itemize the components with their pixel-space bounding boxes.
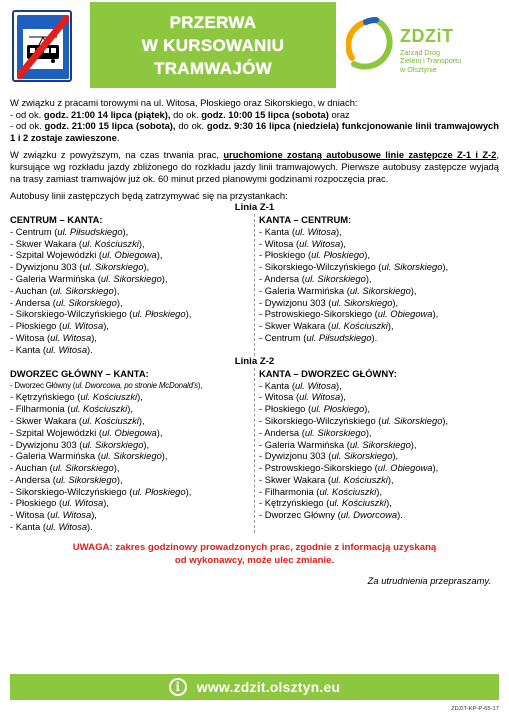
direction-column-right [254, 368, 498, 533]
direction-column-right [254, 214, 498, 356]
stop-item: - Dworzec Główny (ul. Dworcowa). [259, 509, 403, 521]
stop-item: - Płoskiego (ul. Witosa), [10, 320, 109, 332]
stop-item: - Pstrowskiego-Sikorskiego (ul. Obiegowa), [259, 308, 439, 320]
stop-item: - Auchan (ul. Sikorskiego), [10, 284, 120, 296]
info-icon: i [169, 678, 187, 696]
stop-item: - Pstrowskiego-Sikorskiego (ul. Obiegowa), [259, 462, 439, 474]
direction-heading: KANTA – CENTRUM: [259, 213, 352, 225]
stop-item: - Centrum (ul. Piłsudskiego), [10, 225, 129, 237]
stop-item: - Sikorskiego-Wilczyńskiego (ul. Sikorskiego), [259, 261, 449, 273]
stop-item: - Dywizjonu 303 (ul. Sikorskiego), [259, 450, 399, 462]
stop-item: - Witosa (ul. Witosa), [259, 391, 346, 403]
stop-item: - Kętrzyńskiego (ul. Kościuszki), [259, 497, 392, 509]
direction-heading: DWORZEC GŁÓWNY – KANTA: [10, 367, 149, 379]
stop-item: - Andersa (ul. Sikorskiego), [10, 296, 123, 308]
footer-bar [10, 674, 499, 700]
stop-item: - Skwer Wakara (ul. Kościuszki), [259, 473, 394, 485]
apology: Za utrudnienia przepraszamy. [367, 574, 491, 586]
website-link[interactable]: www.zdzit.olsztyn.eu [196, 679, 341, 695]
header [0, 0, 509, 90]
stop-item: - Auchan (ul. Sikorskiego), [10, 462, 120, 474]
stop-item: - Kętrzyńskiego (ul. Kościuszki), [10, 391, 143, 403]
stop-item: - Andersa (ul. Sikorskiego), [10, 473, 123, 485]
stop-item: - Skwer Wakara (ul. Kościuszki), [10, 237, 145, 249]
stop-item: - Płoskiego (ul. Witosa), [10, 497, 109, 509]
logo-subtitle-line: Zarząd Dróg [400, 48, 440, 57]
stop-item: - Sikorskiego-Wilczyńskiego (ul. Sikorskiego), [259, 414, 449, 426]
logo-subtitle-line: w Olsztynie [400, 64, 437, 74]
stop-item: - Szpital Wojewódzki (ul. Obiegowa), [10, 426, 163, 438]
stop-item: - Witosa (ul. Witosa), [10, 509, 97, 521]
title-line-1: PRZERWA [169, 12, 257, 32]
replacement-paragraph: W związku z powyższym, na czas trwania prac, uruchomione zostaną autobusowe linie zastępcze Z-1 i Z-2, kursujące wg rozkładu jazdy zbliżonego do rozkładu jazdy linii tramwajowych. Pierwsze autobusy zastępcze wyjadą na trasy zamiast tramwajów już ok. 60 minut przed planowymi godzinami rozpoczęcia prac. [10, 149, 499, 184]
logo-subtitle-line: Zieleni i Transportu [400, 56, 462, 66]
stop-item: - Kanta (ul. Witosa), [259, 225, 342, 237]
stop-item: - Szpital Wojewódzki (ul. Obiegowa), [10, 249, 163, 261]
title-banner [90, 2, 336, 88]
stop-item: - Kanta (ul. Witosa), [259, 379, 342, 391]
stop-item: - Filharmonia (ul. Kościuszki), [10, 403, 133, 415]
lines-container [10, 202, 499, 533]
direction-column-left [10, 368, 254, 533]
stop-item: - Dywizjonu 303 (ul. Sikorskiego), [10, 261, 150, 273]
stop-item: - Kanta (ul. Witosa). [10, 521, 93, 533]
warning [10, 541, 499, 567]
logo-name: ZDZiT [400, 26, 454, 46]
stop-item: - Skwer Wakara (ul. Kościuszki), [259, 320, 394, 332]
period-2: - od ok. godz. 21:00 15 lipca (sobota), do ok. godz. 9:30 16 lipca (niedziela) funkcjonowanie linii tramwajowych 1 i 2 zostaje zawieszone. [10, 120, 499, 143]
direction-heading: KANTA – DWORZEC GŁÓWNY: [259, 367, 397, 379]
warning-line: UWAGA: zakres godzinowy prowadzonych prac, zgodnie z informacją uzyskaną [72, 541, 437, 553]
stop-item: - Witosa (ul. Witosa), [10, 331, 97, 343]
stop-item: - Sikorskiego-Wilczyńskiego (ul. Płoskiego), [10, 308, 192, 320]
line-columns [10, 368, 499, 533]
stop-item: - Dywizjonu 303 (ul. Sikorskiego), [259, 296, 399, 308]
title-line-2: W KURSOWANIU [141, 35, 285, 55]
title-line-3: TRAMWAJÓW [154, 58, 272, 78]
stop-item: - Galeria Warmińska (ul. Sikorskiego), [259, 284, 417, 296]
intro-lead: W związku z pracami torowymi na ul. Witosa, Płoskiego oraz Sikorskiego, w dniach: [10, 97, 358, 108]
stop-item: - Płoskiego (ul. Płoskiego), [259, 403, 370, 415]
stop-item: - Filharmonia (ul. Kościuszki), [259, 485, 382, 497]
direction-column-left [10, 214, 254, 356]
zdzit-logo-icon [346, 14, 398, 76]
no-tram-sign-icon [12, 10, 72, 82]
stop-item: - Dywizjonu 303 (ul. Sikorskiego), [10, 438, 150, 450]
stop-item: - Kanta (ul. Witosa). [10, 343, 93, 355]
stop-item: - Centrum (ul. Piłsudskiego). [259, 331, 378, 343]
stop-item: - Dworzec Główny (ul. Dworcowa, po stronie McDonald's), [10, 380, 203, 390]
warning-line: od wykonawcy, może ulec zmianie. [174, 554, 335, 566]
direction-heading: CENTRUM – KANTA: [10, 213, 103, 225]
stops-intro: Autobusy linii zastępczych będą zatrzymywać się na przystankach: [10, 190, 288, 202]
line-title: Linia Z-2 [234, 355, 275, 367]
stop-item: - Andersa (ul. Sikorskiego), [259, 426, 372, 438]
stop-item: - Płoskiego (ul. Płoskiego), [259, 249, 370, 261]
logo-subtitle [400, 49, 500, 74]
zdzit-logo [346, 8, 506, 86]
stop-item: - Skwer Wakara (ul. Kościuszki), [10, 414, 145, 426]
period-1: - od ok. godz. 21:00 14 lipca (piątek), do ok. godz. 10:00 15 lipca (sobota) oraz [10, 108, 350, 120]
stop-item: - Sikorskiego-Wilczyńskiego (ul. Płoskiego), [10, 485, 192, 497]
notice-content [10, 97, 499, 586]
stop-item: - Galeria Warmińska (ul. Sikorskiego), [10, 272, 168, 284]
line-columns [10, 214, 499, 356]
stop-item: - Witosa (ul. Witosa), [259, 237, 346, 249]
stop-item: - Galeria Warmińska (ul. Sikorskiego), [10, 450, 168, 462]
document-code: ZDZiT-KP-P-65-17 [451, 706, 499, 712]
line-title: Linia Z-1 [234, 201, 275, 213]
stop-item: - Galeria Warmińska (ul. Sikorskiego), [259, 438, 417, 450]
stop-item: - Andersa (ul. Sikorskiego), [259, 272, 372, 284]
